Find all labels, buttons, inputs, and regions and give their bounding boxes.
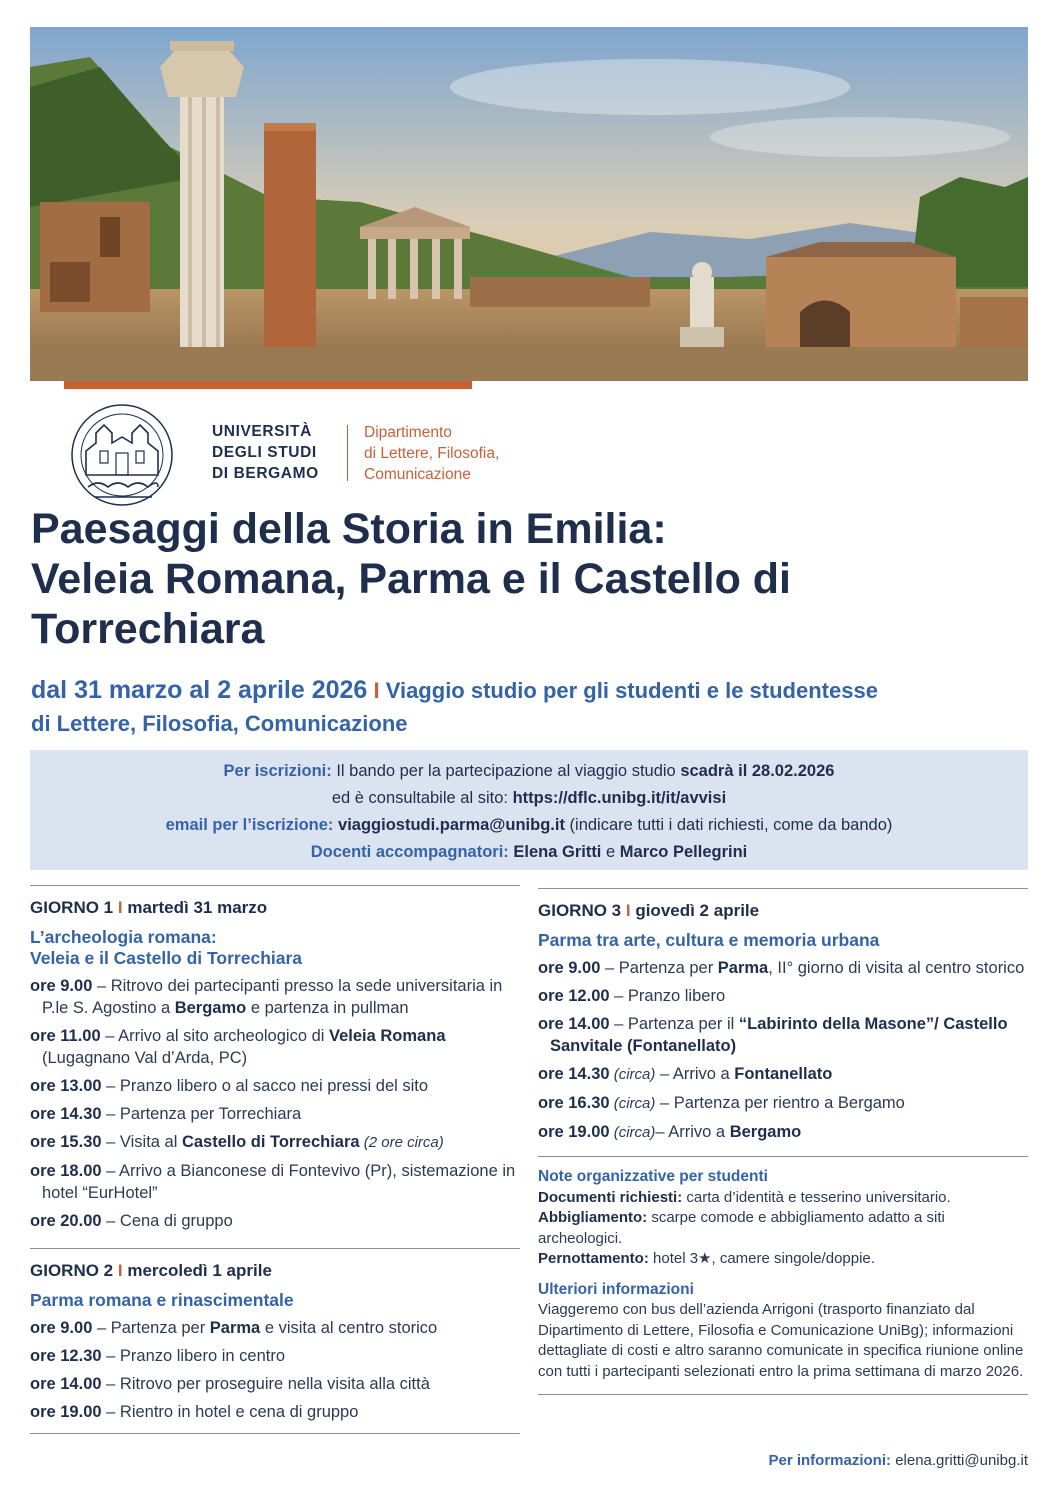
notes-section [538, 1167, 1028, 1382]
item-time: ore 20.00 [30, 1212, 102, 1230]
more-info-text: Viaggeremo con bus dell’azienda Arrigoni (trasporto finanziato dal Dipartimento di Lettere, Filosofia e Comunicazione UniBg); informazioni dettagliate di costi e altro saranno comunicate in specifica riunione online con tutti i partecipanti selezionati entro la prima settimana di marzo 2026. [538, 1301, 1024, 1380]
topic-line: L’archeologia romana: [30, 927, 217, 947]
item-time: ore 14.00 [538, 1015, 610, 1033]
day-date: martedì 31 marzo [127, 898, 268, 917]
department-name [364, 422, 499, 485]
title-line: Torrechiara [31, 605, 265, 653]
right-column [538, 888, 1028, 1395]
item-bold: Veleia Romana [329, 1027, 446, 1045]
item-bold: Fontanellato [734, 1065, 833, 1083]
separator: I [373, 678, 380, 703]
item-text: e partenza in pullman [246, 999, 409, 1017]
schedule-item [30, 1401, 520, 1423]
university-name-line: UNIVERSITÀ [212, 423, 312, 440]
divider [538, 888, 1028, 889]
item-italic: (circa) [609, 1066, 656, 1083]
schedule-item [538, 957, 1028, 979]
item-text: e visita al centro storico [260, 1319, 438, 1337]
day-date: giovedì 2 aprile [635, 901, 760, 920]
schedule-item [30, 1317, 520, 1339]
day-label: GIORNO 2 [30, 1261, 114, 1280]
iscrizioni-label: Per iscrizioni: [223, 762, 332, 780]
item-bold: Castello di Torrechiara [181, 1133, 360, 1151]
item-text: – Partenza per [600, 959, 718, 977]
item-time: ore 9.00 [538, 959, 601, 977]
day3-schedule [538, 957, 1028, 1144]
day1-topic [30, 927, 520, 969]
item-bold: Bergamo [729, 1123, 802, 1141]
item-time: ore 19.00 [538, 1123, 610, 1141]
divider [538, 1394, 1028, 1395]
note-label: Documenti richiesti: [538, 1188, 683, 1206]
subtitle-text: Viaggio studio per gli studenti e le studentesse [385, 678, 878, 703]
item-time: ore 13.00 [30, 1077, 102, 1095]
title-line: Paesaggi della Storia in Emilia: [31, 505, 667, 553]
schedule-item [30, 1131, 520, 1154]
item-italic: (circa) [609, 1095, 656, 1112]
separator: I [117, 898, 123, 917]
item-time: ore 18.00 [30, 1162, 102, 1180]
item-text: , II° giorno di visita al centro storico [768, 959, 1025, 977]
item-time: ore 12.30 [30, 1347, 102, 1365]
schedule-item [30, 1103, 520, 1125]
schedule-item [30, 1373, 520, 1395]
iscrizioni-text: Il bando per la partecipazione al viaggio studio [336, 762, 676, 780]
separator: I [117, 1261, 123, 1280]
divider [30, 885, 520, 886]
day2-heading [30, 1261, 520, 1281]
item-time: ore 12.00 [538, 987, 610, 1005]
note-text: carta d’identità e tesserino universitario. [686, 1188, 951, 1206]
topic-line: Veleia e il Castello di Torrechiara [30, 948, 303, 968]
divider [30, 1248, 520, 1249]
footer-contact [769, 1452, 1029, 1469]
day1-heading [30, 898, 520, 918]
divider [538, 1156, 1028, 1157]
schedule-item [538, 1013, 1028, 1057]
registration-email-link[interactable]: viaggiostudi.parma@unibg.it [338, 816, 565, 834]
note-label: Abbigliamento: [538, 1209, 648, 1226]
schedule-item [538, 1121, 1028, 1144]
note-item [538, 1188, 1028, 1209]
item-time: ore 11.00 [30, 1027, 101, 1045]
item-text: – Visita al [101, 1133, 182, 1151]
day2-schedule [30, 1317, 520, 1423]
day3-heading [538, 901, 1028, 921]
item-time: ore 9.00 [30, 1319, 93, 1337]
deadline: scadrà il 28.02.2026 [680, 762, 835, 780]
separator: I [625, 901, 631, 920]
item-text: – Ritrovo dei partecipanti presso la sede universitaria in P.le S. Agostino a [42, 977, 503, 1017]
accent-bar [64, 381, 472, 389]
day2-topic [30, 1290, 520, 1311]
footer-label: Per informazioni: [768, 1452, 892, 1469]
item-text: – Partenza per [92, 1319, 210, 1337]
note-item [538, 1249, 1028, 1270]
item-bold: Parma [209, 1319, 261, 1337]
item-time: ore 9.00 [30, 977, 93, 995]
university-logo [64, 403, 584, 507]
logo-divider [347, 425, 348, 481]
schedule-item [30, 1345, 520, 1367]
email-label: email per l’iscrizione: [165, 816, 334, 834]
day3-topic [538, 930, 1028, 951]
item-text: – Cena di gruppo [101, 1212, 233, 1230]
item-time: ore 19.00 [30, 1403, 102, 1421]
item-time: ore 14.30 [30, 1105, 102, 1123]
item-bold: Parma [717, 959, 769, 977]
item-time: ore 14.30 [538, 1065, 610, 1083]
item-text: – Arrivo a [655, 1123, 730, 1141]
subtitle-text: di Lettere, Filosofia, Comunicazione [31, 711, 408, 736]
note-text: scarpe comode e abbigliamento adatto a siti archeologici. [538, 1209, 945, 1247]
item-italic: (2 ore circa) [359, 1134, 444, 1151]
contact-email-link[interactable]: elena.gritti@unibg.it [895, 1452, 1028, 1469]
schedule-item [538, 985, 1028, 1007]
topic-line: Parma romana e rinascimentale [30, 1290, 294, 1310]
title-line: Veleia Romana, Parma e il Castello di [31, 555, 791, 603]
item-time: ore 16.30 [538, 1094, 610, 1112]
item-time: ore 15.30 [30, 1133, 102, 1151]
page-title [31, 504, 1031, 654]
registration-info-box [30, 750, 1028, 870]
hero-photo-roman-ruins [30, 27, 1028, 381]
item-text: – Partenza per il [609, 1015, 739, 1033]
more-info-heading: Ulteriori informazioni [538, 1280, 694, 1298]
item-text: – Arrivo a Bianconese di Fontevivo (Pr), sistemazione in hotel “EurHotel” [42, 1162, 516, 1202]
department-name-line: Comunicazione [364, 466, 471, 483]
item-text: – Ritrovo per proseguire nella visita alla città [101, 1375, 430, 1393]
item-text: – Pranzo libero [609, 987, 726, 1005]
day-label: GIORNO 1 [30, 898, 114, 917]
note-label: Pernottamento: [538, 1250, 649, 1267]
item-text: – Arrivo a [655, 1065, 735, 1083]
item-text: – Partenza per rientro a Bergamo [655, 1094, 905, 1112]
day-date: mercoledì 1 aprile [127, 1261, 272, 1280]
item-italic: (circa) [609, 1124, 656, 1141]
docente-name: Elena Gritti [513, 843, 602, 861]
docente-name: Marco Pellegrini [619, 843, 748, 861]
item-time: ore 14.00 [30, 1375, 102, 1393]
note-item [538, 1208, 1028, 1249]
schedule-item [30, 1025, 520, 1069]
schedule-item [30, 1075, 520, 1097]
schedule-item [538, 1063, 1028, 1086]
department-name-line: Dipartimento [364, 424, 452, 441]
department-name-line: di Lettere, Filosofia, [364, 445, 500, 462]
left-column [30, 885, 520, 1434]
site-link[interactable]: https://dflc.unibg.it/it/avvisi [512, 789, 727, 807]
university-name-line: DEGLI STUDI [212, 444, 317, 461]
item-text: – Pranzo libero o al sacco nei pressi del sito [101, 1077, 429, 1095]
day1-schedule [30, 975, 520, 1232]
item-text: – Pranzo libero in centro [101, 1347, 285, 1365]
docenti-conj: e [606, 843, 616, 861]
item-text: – Rientro in hotel e cena di gruppo [101, 1403, 359, 1421]
schedule-item [30, 1210, 520, 1232]
email-note: (indicare tutti i dati richiesti, come da bando) [569, 816, 893, 834]
schedule-item [30, 1160, 520, 1204]
trip-dates: dal 31 marzo al 2 aprile 2026 [31, 676, 368, 704]
note-text: hotel 3★, camere singole/doppie. [653, 1250, 875, 1267]
university-name-line: DI BERGAMO [212, 465, 319, 482]
topic-line: Parma tra arte, cultura e memoria urbana [538, 930, 880, 950]
university-seal-icon [64, 403, 184, 507]
university-name [212, 421, 319, 484]
item-text: – Arrivo al sito archeologico di [100, 1027, 330, 1045]
item-bold: Bergamo [174, 999, 247, 1017]
notes-heading: Note organizzative per studenti [538, 1168, 768, 1185]
subtitle [31, 674, 1021, 740]
divider [30, 1433, 520, 1434]
docenti-label: Docenti accompagnatori: [310, 843, 509, 861]
schedule-item [538, 1092, 1028, 1115]
item-text: – Partenza per Torrechiara [101, 1105, 302, 1123]
day-label: GIORNO 3 [538, 901, 622, 920]
item-bold: “Labirinto della Masone”/ Castello Sanvitale (Fontanellato) [550, 1015, 1008, 1055]
schedule-item [30, 975, 520, 1019]
site-text: ed è consultabile al sito: [331, 789, 508, 807]
item-text: (Lugagnano Val d’Arda, PC) [42, 1049, 248, 1067]
